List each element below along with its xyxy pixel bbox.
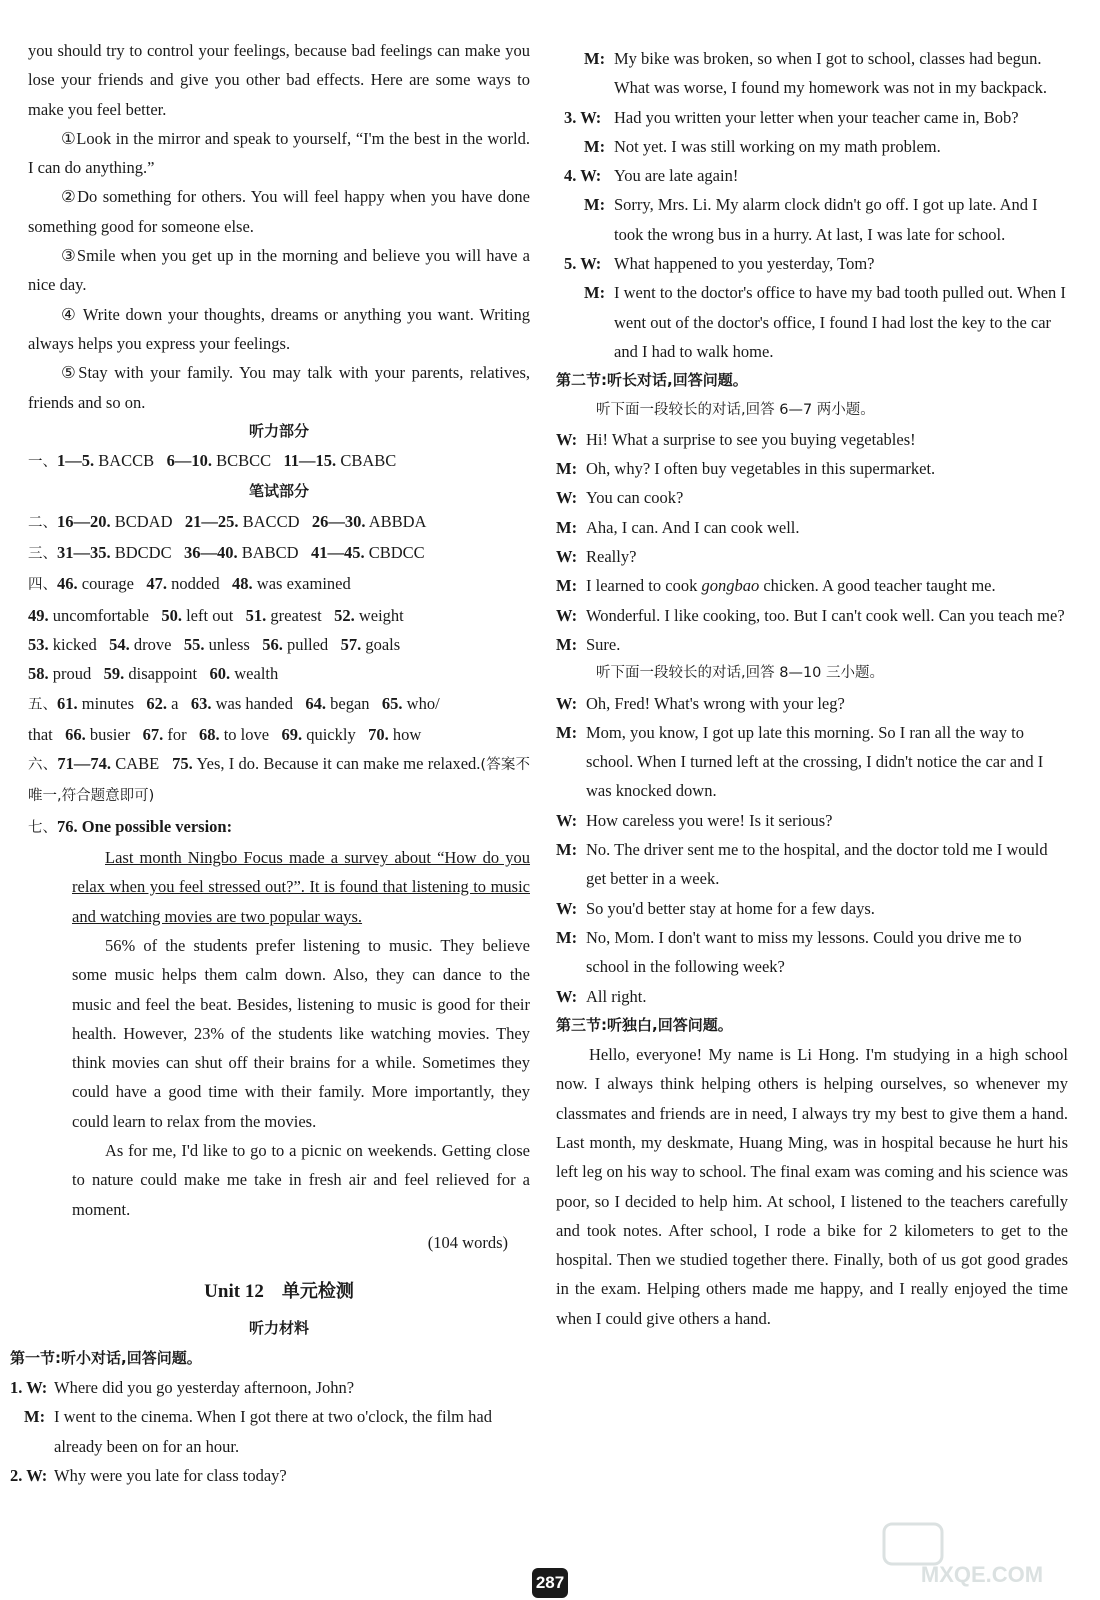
answer-note: (答案不唯一,符合题意即可) bbox=[28, 757, 531, 805]
ans-val: CBABC bbox=[340, 451, 397, 471]
speaker-label: 3. W: bbox=[564, 107, 602, 127]
ans-num: 52. bbox=[334, 605, 355, 625]
sample-essay bbox=[28, 843, 530, 1257]
line-text: How careless you were! Is it serious? bbox=[586, 810, 833, 830]
dialogue-line bbox=[10, 1461, 530, 1490]
dialogue-line bbox=[556, 132, 1068, 161]
essay-label: 76. One possible version: bbox=[57, 816, 233, 836]
ans-num: 31—35. bbox=[57, 543, 111, 563]
speaker-label: W: bbox=[556, 693, 578, 713]
ans-val: BACCB bbox=[98, 451, 155, 471]
ans-num: 47. bbox=[146, 574, 167, 594]
unit-title bbox=[28, 1277, 530, 1306]
tip-4: ④ Write down your thoughts, dreams or anything you want. Writing always helps you express your feelings. bbox=[28, 304, 530, 353]
ans-num: 62. bbox=[146, 693, 167, 713]
dialogue-line bbox=[556, 630, 1068, 659]
ans-num: 63. bbox=[190, 693, 212, 713]
line-text-b: chicken. A good teacher taught me. bbox=[759, 576, 996, 596]
essay-paragraph-1: Last month Ningbo Focus made a survey about “How do you relax when you feel stressed out?”. It is found that listening to music and watching movies are two popular ways. bbox=[72, 848, 530, 926]
ans-num: 11—15. bbox=[283, 451, 337, 471]
page-number: 287 bbox=[532, 1568, 568, 1598]
dialogue-line bbox=[556, 923, 1068, 982]
ans-val: wealth bbox=[234, 664, 279, 684]
listening-heading: 听力部分 bbox=[248, 421, 309, 440]
ans-val: BACCD bbox=[242, 511, 300, 531]
ans-num: 59. bbox=[103, 664, 125, 684]
ans-val: to love bbox=[223, 724, 270, 744]
ans-num: 69. bbox=[281, 724, 303, 744]
ans-val: how bbox=[392, 724, 422, 744]
speaker-label: M: bbox=[584, 283, 606, 303]
material-heading: 听力材料 bbox=[248, 1319, 309, 1338]
ans-val: uncomfortable bbox=[52, 605, 149, 625]
ans-val: Yes, I do. Because it can make me relaxed. bbox=[196, 754, 481, 774]
ans-val: CABE bbox=[115, 754, 160, 774]
ans-val: goals bbox=[365, 634, 401, 654]
section-2-heading: 第二节:听长对话,回答问题。 bbox=[556, 371, 748, 390]
monologue-text: Hello, everyone! My name is Li Hong. I'm studying in a high school now. I always think helping others is helping ourselves, so whenever my classmates and friends are in need, I always try my best to give them a hand. Last month, my deskmate, Huang Ming, was in hospital because he hurt his left leg on his way to school. The final exam was coming and his science was poor, so I decided to help him. At school, I listened to the teachers carefully and took notes. After school, I rode a bike for 2 kilometers to get to the hospital. Then we studied together there. Finally, both of us got good grades in the exam. Helping others made me happy, and I really enjoyed the time when I could give others a hand. bbox=[556, 1045, 1068, 1328]
ans-num: 58. bbox=[28, 664, 49, 684]
dialogue-line bbox=[10, 1402, 530, 1461]
answers-section-5-line-2 bbox=[28, 720, 530, 749]
ans-val: CBDCC bbox=[368, 543, 425, 563]
instruction-1: 听下面一段较长的对话,回答 6—7 两小题。 bbox=[596, 401, 875, 418]
line-text: You are late again! bbox=[614, 166, 739, 186]
word-count: (104 words) bbox=[427, 1232, 508, 1252]
speaker-label: W: bbox=[556, 898, 578, 918]
dialogue-line bbox=[556, 601, 1068, 630]
speaker-label: M: bbox=[556, 722, 578, 742]
line-text: I went to the doctor's office to have my bad tooth pulled out. When I went out of the doctor's office, I found I had lost the key to the car and I had to walk home. bbox=[614, 283, 1066, 361]
ans-val: was handed bbox=[215, 693, 294, 713]
ans-val: BCDAD bbox=[114, 511, 173, 531]
ans-val: drove bbox=[133, 634, 172, 654]
left-column bbox=[10, 36, 531, 1490]
answers-section-4-line-3 bbox=[28, 630, 530, 659]
ans-val: proud bbox=[52, 664, 92, 684]
speaker-label: W: bbox=[556, 986, 578, 1006]
speaker-label: 4. W: bbox=[564, 166, 602, 186]
answers-section-4-line-1 bbox=[28, 569, 530, 600]
dialogue-line bbox=[556, 982, 1068, 1011]
dialogue-line bbox=[556, 571, 1068, 600]
speaker-label: 2. W: bbox=[10, 1465, 48, 1485]
ans-num: 51. bbox=[245, 605, 267, 625]
answers-section-4-line-4 bbox=[28, 659, 530, 688]
speaker-label: M: bbox=[584, 195, 606, 215]
essay-paragraph-3: As for me, I'd like to go to a picnic on weekends. Getting close to nature could make me take in fresh air and feel relieved for a moment. bbox=[72, 1140, 530, 1219]
line-text: Sure. bbox=[586, 634, 621, 654]
ans-num: 60. bbox=[209, 664, 231, 684]
ans-num: 49. bbox=[28, 605, 49, 625]
dialogue-line bbox=[556, 894, 1068, 923]
answers-section-5-line-1 bbox=[28, 689, 530, 720]
ans-num: 1—5. bbox=[57, 451, 95, 471]
ans-val: minutes bbox=[81, 693, 134, 713]
speaker-label: W: bbox=[556, 605, 578, 625]
line-text: Wonderful. I like cooking, too. But I can't cook well. Can you teach me? bbox=[586, 605, 1065, 625]
line-text: So you'd better stay at home for a few days. bbox=[586, 898, 875, 918]
ans-val: was examined bbox=[256, 574, 351, 594]
dialogue-line bbox=[556, 454, 1068, 483]
dialogue-line bbox=[556, 806, 1068, 835]
ans-num: 65. bbox=[381, 693, 403, 713]
ans-num: 50. bbox=[161, 605, 182, 625]
dish-name: gongbao bbox=[701, 576, 760, 596]
ans-val: left out bbox=[186, 605, 234, 625]
ans-num: 64. bbox=[305, 693, 327, 713]
dialogue-line bbox=[556, 278, 1068, 366]
ans-num: 66. bbox=[65, 724, 86, 744]
ans-num: 36—40. bbox=[183, 543, 238, 563]
dialogue-line bbox=[556, 513, 1068, 542]
speaker-label: W: bbox=[556, 429, 578, 449]
watermark-badge bbox=[884, 1524, 942, 1564]
ans-num: 21—25. bbox=[184, 511, 239, 531]
line-text: Had you written your letter when your teacher came in, Bob? bbox=[614, 107, 1019, 127]
line-text: I went to the cinema. When I got there at two o'clock, the film had already been on for an hour. bbox=[54, 1407, 492, 1456]
speaker-label: M: bbox=[584, 49, 606, 68]
dialogue-line bbox=[556, 103, 1068, 132]
line-text: No. The driver sent me to the hospital, and the doctor told me I would get better in a week. bbox=[586, 840, 1048, 889]
answers-section-4-line-2 bbox=[28, 601, 530, 630]
instruction-2: 听下面一段较长的对话,回答 8—10 三小题。 bbox=[596, 665, 885, 682]
speaker-label: W: bbox=[556, 810, 578, 830]
ans-val: busier bbox=[89, 724, 131, 744]
ans-num: 48. bbox=[232, 574, 253, 594]
line-text: Aha, I can. And I can cook well. bbox=[586, 517, 800, 537]
line-text: You can cook? bbox=[586, 488, 684, 508]
line-text: My bike was broken, so when I got to school, classes had begun. What was worse, I found my homework was not in my backpack. bbox=[614, 49, 1048, 98]
line-text: Oh, Fred! What's wrong with your leg? bbox=[586, 693, 845, 713]
speaker-label: M: bbox=[24, 1407, 46, 1427]
essay-paragraph-2: 56% of the students prefer listening to music. They believe some music helps them calm down. Also, they can dance to the music and feel the beat. Besides, listening to music is good for their health. However, 23% of the students like watching movies. They think movies can shut off their brains for a while. Sometimes they could have a good time with their family. More importantly, they could learn to relax from the movies. bbox=[72, 935, 530, 1131]
line-text: Mom, you know, I got up late this morning. So I ran all the way to school. When I turned left at the crossing, I didn't notice the car and I was knocked down. bbox=[586, 722, 1044, 801]
speaker-label: 5. W: bbox=[564, 254, 602, 274]
line-text: Really? bbox=[586, 547, 637, 567]
line-text: Hi! What a surprise to see you buying vegetables! bbox=[586, 429, 916, 449]
answers-section-1 bbox=[28, 446, 530, 477]
dialogue-line bbox=[556, 542, 1068, 571]
ans-num: 75. bbox=[172, 754, 193, 774]
ans-val: nodded bbox=[171, 574, 220, 594]
ans-val: weight bbox=[358, 605, 404, 625]
ans-num: 53. bbox=[28, 634, 49, 654]
section-5-prefix: 五、 bbox=[28, 696, 57, 713]
ans-num: 46. bbox=[57, 574, 78, 594]
dialogue-line bbox=[556, 249, 1068, 278]
answers-section-3 bbox=[28, 538, 530, 569]
section-7-prefix: 七、 bbox=[28, 819, 57, 836]
speaker-label: M: bbox=[584, 136, 606, 156]
line-text: No, Mom. I don't want to miss my lessons. Could you drive me to school in the following week? bbox=[586, 927, 1022, 977]
tip-3: ③Smile when you get up in the morning and believe you will have a nice day. bbox=[28, 246, 530, 295]
section-1-heading: 第一节:听小对话,回答问题。 bbox=[10, 1348, 202, 1367]
speaker-label: M: bbox=[556, 576, 578, 596]
dialogue-line bbox=[10, 1373, 530, 1402]
ans-val: that bbox=[28, 724, 53, 744]
ans-val: courage bbox=[81, 574, 134, 594]
line-text: Sorry, Mrs. Li. My alarm clock didn't go off. I got up late. And I took the wrong bus in a hurry. At last, I was late for school. bbox=[614, 195, 1038, 244]
answers-section-6 bbox=[28, 749, 530, 812]
dialogue-line bbox=[556, 161, 1068, 190]
line-text: What happened to you yesterday, Tom? bbox=[614, 254, 875, 274]
ans-num: 57. bbox=[340, 634, 362, 654]
line-text: Oh, why? I often buy vegetables in this supermarket. bbox=[586, 459, 936, 479]
section-6-prefix: 六、 bbox=[28, 757, 58, 774]
ans-num: 71—74. bbox=[57, 754, 111, 774]
ans-val: a bbox=[171, 693, 179, 713]
speaker-label: M: bbox=[556, 459, 578, 479]
speaker-label: W: bbox=[556, 547, 578, 567]
section-1-prefix: 一、 bbox=[28, 454, 57, 471]
ans-val: quickly bbox=[306, 724, 356, 744]
ans-val: disappoint bbox=[128, 664, 198, 684]
right-column bbox=[556, 44, 1068, 1333]
tip-1: ①Look in the mirror and speak to yourself, “I'm the best in the world. I can do anything.” bbox=[28, 128, 530, 178]
ans-val: ABBDA bbox=[368, 511, 427, 531]
ans-val: for bbox=[167, 724, 187, 744]
ans-val: greatest bbox=[270, 605, 322, 625]
line-text: All right. bbox=[586, 986, 647, 1006]
tip-5: ⑤Stay with your family. You may talk with your parents, relatives, friends and so on. bbox=[28, 363, 530, 412]
watermark-text: MXQE.COM bbox=[920, 1562, 1044, 1587]
speaker-label: M: bbox=[556, 517, 578, 537]
ans-num: 68. bbox=[198, 724, 220, 744]
dialogue-line bbox=[556, 483, 1068, 512]
speaker-label: M: bbox=[556, 927, 578, 947]
ans-num: 26—30. bbox=[311, 511, 366, 531]
ans-num: 56. bbox=[262, 634, 283, 654]
ans-val: BCBCC bbox=[216, 451, 272, 471]
speaker-label: 1. W: bbox=[10, 1378, 48, 1398]
section-2-prefix: 二、 bbox=[28, 514, 57, 531]
speaker-label: M: bbox=[556, 840, 578, 860]
section-4-prefix: 四、 bbox=[28, 577, 57, 594]
dialogue-line bbox=[556, 44, 1068, 103]
ans-num: 41—45. bbox=[310, 543, 365, 563]
ans-num: 54. bbox=[109, 634, 130, 654]
ans-num: 55. bbox=[183, 634, 205, 654]
ans-val: BDCDC bbox=[114, 543, 172, 563]
dialogue-line bbox=[556, 425, 1068, 454]
ans-num: 16—20. bbox=[57, 511, 111, 531]
ans-num: 70. bbox=[368, 724, 389, 744]
dialogue-line bbox=[556, 835, 1068, 894]
speaker-label: M: bbox=[556, 634, 578, 654]
dialogue-line bbox=[556, 718, 1068, 806]
ans-num: 67. bbox=[142, 724, 164, 744]
line-text: Why were you late for class today? bbox=[54, 1465, 287, 1485]
ans-val: kicked bbox=[52, 634, 97, 654]
section-3-prefix: 三、 bbox=[28, 546, 57, 563]
speaker-label: W: bbox=[556, 488, 578, 508]
line-text: Where did you go yesterday afternoon, John? bbox=[54, 1378, 355, 1398]
ans-val: who/ bbox=[406, 693, 440, 713]
tip-2: ②Do something for others. You will feel happy when you have done something good for someone else. bbox=[28, 187, 530, 236]
unit-title-zh: 单元检测 bbox=[281, 1281, 354, 1303]
watermark-logo bbox=[882, 1520, 1082, 1590]
ans-val: pulled bbox=[286, 634, 329, 654]
line-text: Not yet. I was still working on my math problem. bbox=[614, 136, 941, 156]
ans-val: BABCD bbox=[241, 543, 299, 563]
ans-val: unless bbox=[208, 634, 250, 654]
intro-paragraph: you should try to control your feelings, because bad feelings can make you lose your friends and give you other bad effects. Here are some ways to make you feel better. bbox=[28, 41, 530, 119]
unit-title-en: Unit 12 bbox=[204, 1281, 264, 1303]
ans-num: 6—10. bbox=[166, 451, 212, 471]
line-text-a: I learned to cook bbox=[586, 576, 702, 596]
answers-section-2 bbox=[28, 507, 530, 538]
ans-num: 61. bbox=[57, 693, 78, 713]
dialogue-line bbox=[556, 689, 1068, 718]
section-3-heading: 第三节:听独白,回答问题。 bbox=[556, 1015, 733, 1034]
ans-val: began bbox=[330, 693, 370, 713]
written-heading: 笔试部分 bbox=[248, 482, 309, 501]
dialogue-line bbox=[556, 190, 1068, 249]
answers-section-7 bbox=[28, 812, 530, 843]
